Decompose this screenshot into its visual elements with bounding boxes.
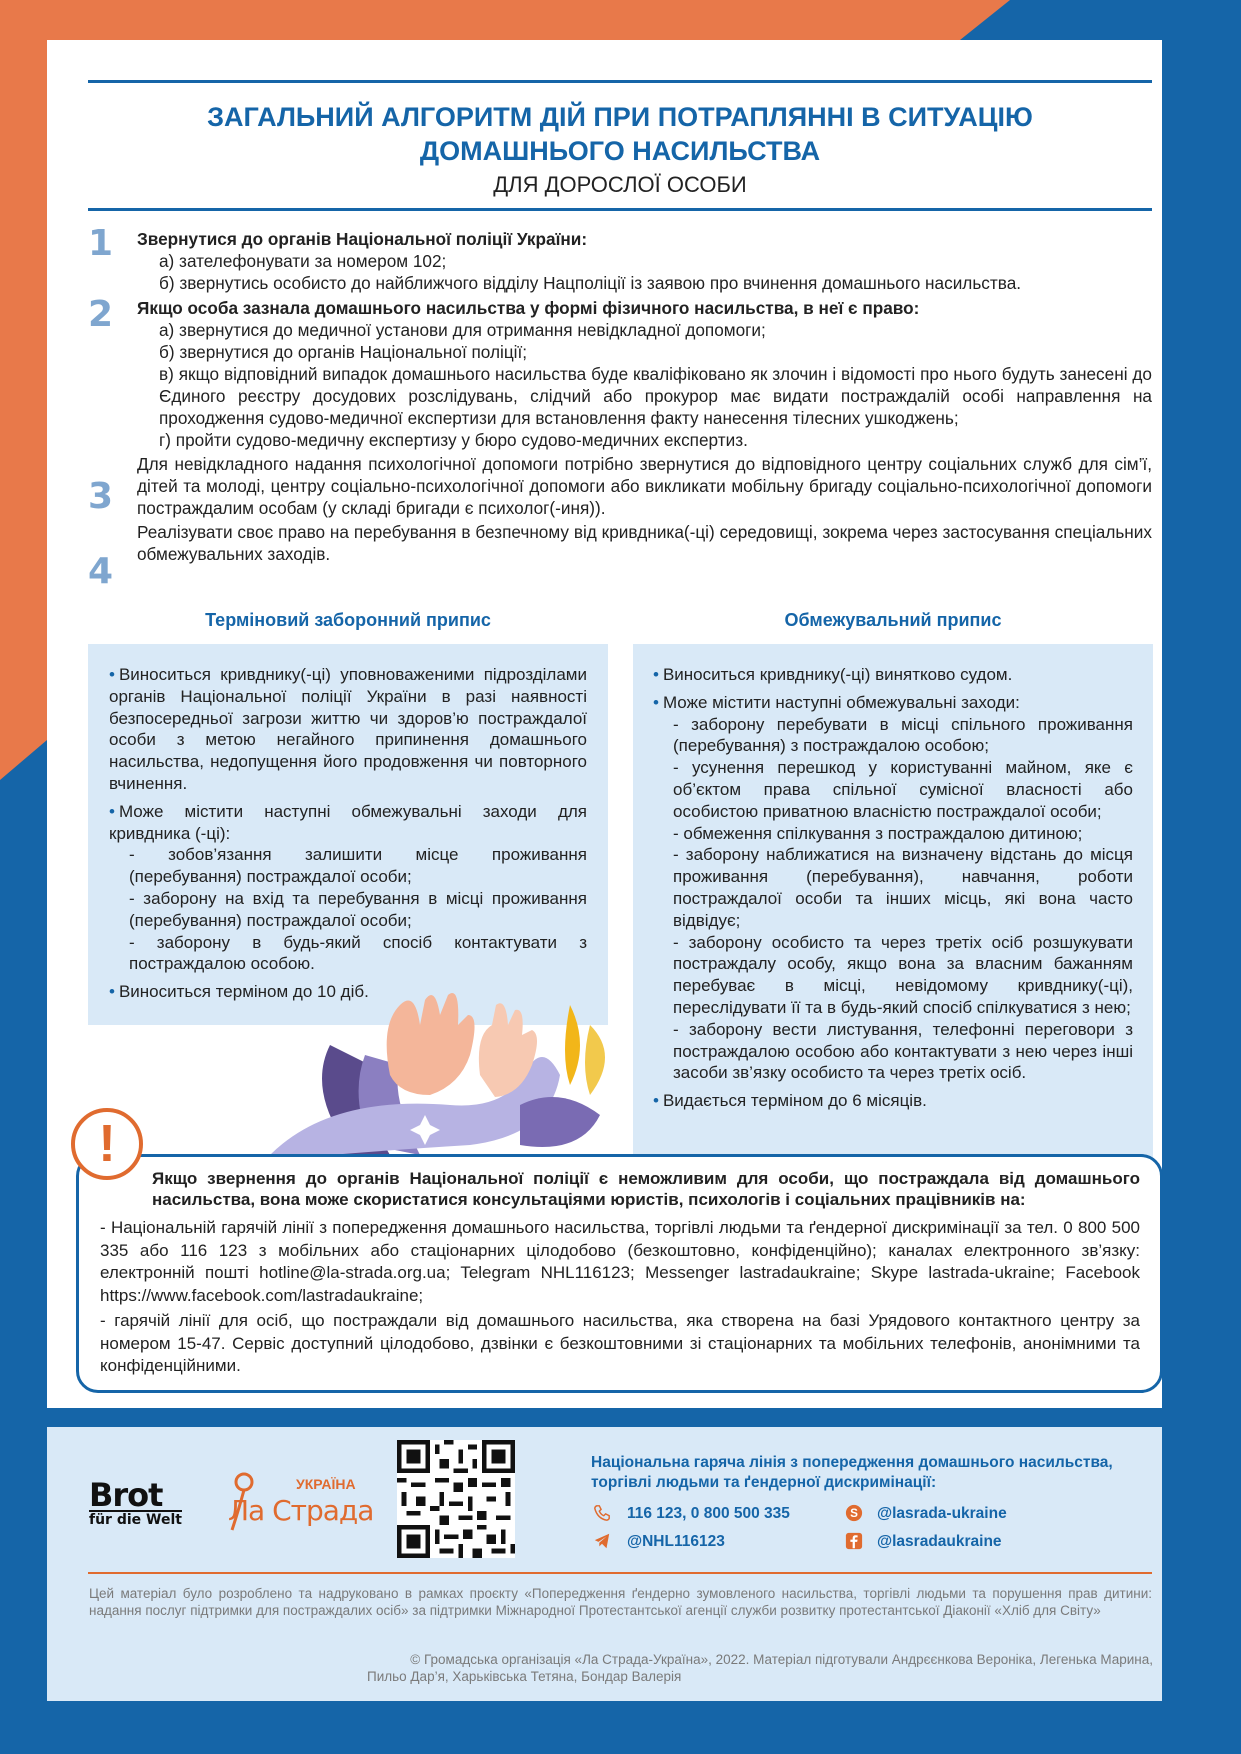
qr-code[interactable] [397,1440,515,1558]
list-item: - зобов’язання залишити місце проживання (перебування) постраждалої особи; [129,845,587,887]
list-item: - заборону вести листування, телефонні переговори з постраждалою особою або контактувати з нею через інші засоби зв’язку особисто та через третіх осіб. [673,1019,1133,1083]
page-subtitle: ДЛЯ ДОРОСЛОЇ ОСОБИ [493,172,747,197]
footer-rule [88,1572,1152,1574]
steps-list [137,228,1152,565]
step-item: б) звернутись особисто до найближчого відділу Нацполіції із заявою про вчинення домашнього насильства. [159,273,1022,293]
telegram-icon [593,1532,611,1550]
step-item: в) якщо відповідний випадок домашнього насильства буде кваліфіковано як злочин і відомості про нього будуть занесені до Єдиного реєстру досудових розслідувань, слідчий або прокурор має видати постраждалій особі направлення на проходження судово-медичної експертизи для встановлення факту нанесення тілесних ушкоджень; [159,364,1152,428]
step-text: Для невідкладного надання психологічної допомоги потрібно звернутися до відповідного центру соціальних служб для сім’ї, дітей та молоді, центру соціально-психологічної допомоги або викликати мобільну бригаду соціально-психологічної допомоги постраждалим особам (у складі бригади є психолог(-иня)). [137,454,1152,518]
right-column-title: Обмежувальний припис [784,610,1002,630]
list-item: - заборону на вхід та перебування в місці проживання (перебування) постраждалої особи; [129,888,587,930]
list-item: • Може містити наступні обмежувальні заходи: [653,692,1020,712]
right-info-box [633,644,1153,1162]
warning-icon: ! [71,1108,143,1180]
skype-icon [845,1504,863,1522]
step-item: а) зателефонувати за номером 102; [159,251,447,271]
step-number: 1 [88,223,114,264]
step-number: 4 [88,551,114,592]
phone-icon [593,1504,611,1522]
skype-handle[interactable]: @lasrada-ukraine [877,1505,1007,1522]
step-item: а) звернутися до медичної установи для отримання невідкладної допомоги; [159,320,766,340]
list-item: • Виноситься кривднику(-ці) уповноваженими підрозділами органів Національної поліції України в разі наявності безпосередньої загрози життю чи здоров’ю постраждалої особи з метою негайного припинення домашнього насильства, недопущення його продовження чи повторного вчинення. [109,665,587,793]
step-number: 2 [88,294,114,335]
svg-text:S: S [850,1507,858,1521]
list-item: • Виноситься кривднику(-ці) винятково судом. [653,665,1013,684]
brot-fur-die-welt-logo: Brot für die Welt [89,1476,182,1528]
phone-numbers[interactable]: 116 123, 0 800 500 335 [627,1505,790,1522]
telegram-handle[interactable]: @NHL116123 [627,1533,725,1550]
list-item: - заборону особисто та через третіх осіб розшукувати постраждалу особу, якщо вона за власним бажанням перебуває в місці, невідомому кривднику(-ці), переслідувати її та в будь-який спосіб спілкуватися з нею; [673,932,1133,1017]
hands-illustration [270,985,630,1155]
list-item: - усунення перешкод у користуванні майном, яке є об’єктом права спільної сумісної власності або особистою приватною власністю постраждалої особи; [673,758,1133,821]
left-info-box [88,644,608,1025]
alert-item: - Національній гарячій лінії з попередження домашнього насильства, торгівлі людьми та ґендерної дискримінації за тел. 0 800 500 335 або 116 123 з мобільних або стаціонарних цілодобово (безкоштовно, конфіденційно); каналах електронного зв’язку: електронній пошті hotline@la-strada.org.ua; Telegram NHL116123; Messenger lastradaukraine; Skype lastrada-ukraine; Facebook https://www.facebook.com/lastradaukraine; [100,1218,1140,1305]
facebook-icon [845,1532,863,1550]
step-item: б) звернутися до органів Національної поліції; [159,342,528,362]
alert-heading: Якщо звернення до органів Національної поліції є неможливим для особи, що постраждала від домашнього насильства, вона може скористатися консультаціями юристів, психологів і соціальних працівників на: [152,1169,1140,1209]
step-item: г) пройти судово-медичну експертизу у бюро судово-медичних експертиз. [159,430,748,450]
la-strada-country: УКРАЇНА [296,1476,356,1492]
alert-item: - гарячій лінії для осіб, що постраждали від домашнього насильства, яка створена на базі Урядового контактного центру за номером 15-47. Сервіс доступний цілодобово, дзвінки є безкоштовними зі стаціонарних та мобільних телефонів, анонімними та конфіденційними. [100,1311,1140,1375]
alert-body [100,1217,1140,1381]
step-number: 3 [88,476,114,517]
left-column-title: Терміновий заборонний припис [205,610,491,630]
step-heading: Звернутися до органів Національної поліції України: [137,229,588,249]
project-credits: Цей матеріал було розроблено та надруковано в рамках проєкту «Попередження ґендерно зумовленого насильства, торгівлі людьми та порушення прав дитини: надання послуг підтримки для постраждалих осіб» за підтримки Міжнародної Протестантської агенції служби розвитку протестантської Діаконії «Хліб для Світу» [89,1586,1152,1618]
list-item: - заборону перебувати в місці спільного проживання (перебування) з постраждалою особою; [673,714,1133,756]
facebook-handle[interactable]: @lasradaukraine [877,1533,1002,1550]
list-item: - обмеження спілкування з постраждалою дитиною; [673,823,1083,843]
step-text: Реалізувати своє право на перебування в безпечному від кривдника(-ці) середовищі, зокрема через застосування спеціальних обмежувальних заходів. [137,522,1152,564]
list-item: • Може містити наступні обмежувальні заходи для кривдника (-ці): [109,801,587,843]
la-strada-name: Ла Страда [228,1494,374,1527]
list-item: - заборону в будь-який спосіб контактувати з постраждалою особою. [129,932,587,974]
top-rule [88,80,1152,83]
list-item: - заборону наближатися на визначену відстань до місця проживання (перебування), навчання, роботи постраждалої особи та інших місць, які вона часто відвідує; [673,845,1133,930]
title-rule [88,208,1152,211]
step-heading: Якщо особа зазнала домашнього насильства у формі фізичного насильства, в неї є право: [137,298,920,318]
list-item: • Виноситься терміном до 10 діб. [109,982,369,1002]
list-item: • Видається терміном до 6 місяців. [653,1091,927,1111]
page-title: ЗАГАЛЬНИЙ АЛГОРИТМ ДІЙ ПРИ ПОТРАПЛЯННІ В СИТУАЦІЮ ДОМАШНЬОГО НАСИЛЬСТВА [207,102,1033,166]
copyright: © Громадська організація «Ла Страда-Україна», 2022. Матеріал підготували Андрєєнкова Вероніка, Легенька Марина, Пильо Дар’я, Харьківська Тетяна, Бондар Валерія [367,1652,1153,1684]
hotline-title: Національна гаряча лінія з попередження домашнього насильства, торгівлі людьми та ґендерної дискримінації: [591,1454,1113,1491]
